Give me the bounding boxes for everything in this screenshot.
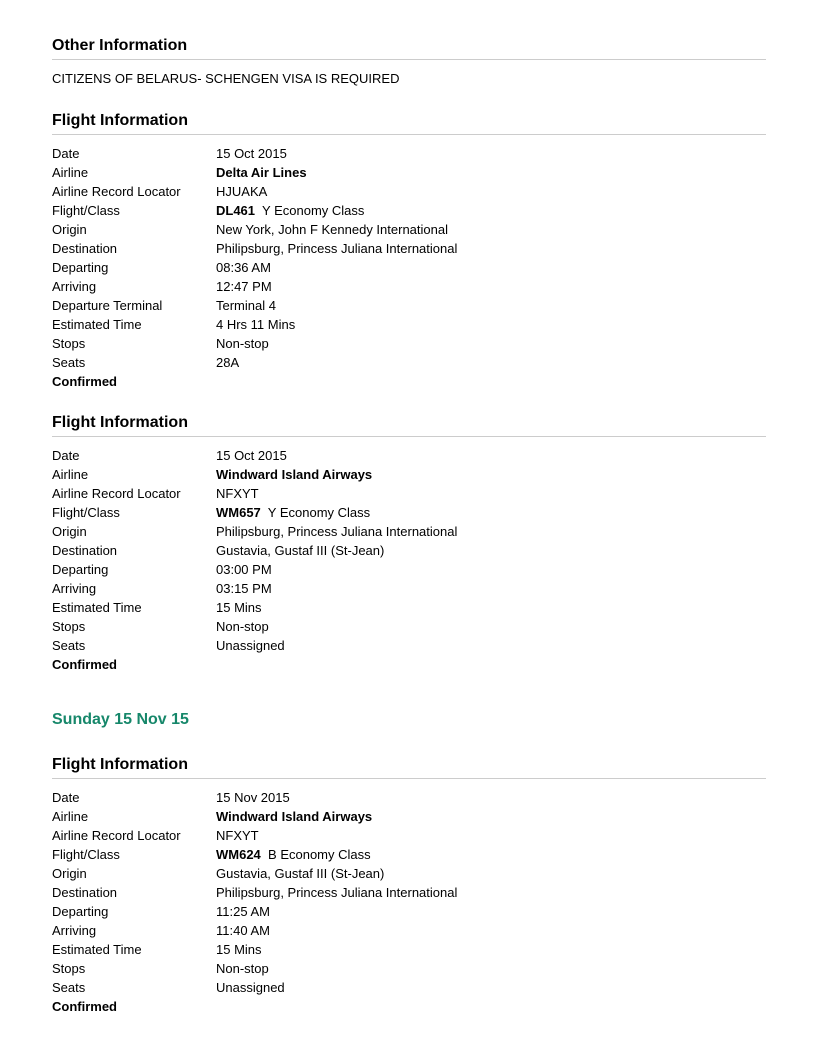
value-stops: Non-stop (216, 619, 269, 634)
row-arriving (52, 921, 766, 940)
row-record-locator (52, 484, 766, 503)
value-departure-terminal: Terminal 4 (216, 298, 276, 313)
label-airline: Airline (52, 809, 89, 824)
label-flight-class: Flight/Class (52, 847, 120, 862)
label-seats: Seats (52, 355, 86, 370)
row-stops (52, 334, 766, 353)
row-date (52, 446, 766, 465)
value-estimated-time: 15 Mins (216, 942, 262, 957)
row-destination (52, 239, 766, 258)
label-date: Date (52, 146, 80, 161)
status-confirmed: Confirmed (52, 374, 117, 389)
label-arriving: Arriving (52, 279, 97, 294)
row-flight-class (52, 845, 766, 864)
flight-information-section-2 (52, 413, 766, 674)
row-arriving (52, 277, 766, 296)
value-record-locator: NFXYT (216, 828, 259, 843)
value-seats: 28A (216, 355, 240, 370)
value-airline: Delta Air Lines (216, 165, 307, 180)
value-date: 15 Nov 2015 (216, 790, 290, 805)
row-destination (52, 541, 766, 560)
flight-details-table (52, 144, 766, 391)
value-stops: Non-stop (216, 961, 269, 976)
value-date: 15 Oct 2015 (216, 146, 287, 161)
value-origin: Gustavia, Gustaf III (St-Jean) (216, 866, 385, 881)
label-seats: Seats (52, 980, 86, 995)
row-date (52, 144, 766, 163)
row-airline (52, 163, 766, 182)
row-airline (52, 465, 766, 484)
value-destination: Philipsburg, Princess Juliana International (216, 241, 458, 256)
value-airline: Windward Island Airways (216, 467, 373, 482)
label-date: Date (52, 448, 80, 463)
row-stops (52, 959, 766, 978)
label-departure-terminal: Departure Terminal (52, 298, 163, 313)
label-record-locator: Airline Record Locator (52, 828, 181, 843)
label-departing: Departing (52, 260, 109, 275)
row-flight-class (52, 503, 766, 522)
row-estimated-time (52, 598, 766, 617)
value-departing: 11:25 AM (216, 904, 270, 919)
value-arriving: 03:15 PM (216, 581, 272, 596)
label-origin: Origin (52, 524, 87, 539)
status-confirmed: Confirmed (52, 657, 117, 672)
row-departing (52, 560, 766, 579)
label-origin: Origin (52, 866, 87, 881)
value-seats: Unassigned (216, 980, 285, 995)
row-departing (52, 902, 766, 921)
label-destination: Destination (52, 885, 118, 900)
row-stops (52, 617, 766, 636)
row-flight-class (52, 201, 766, 220)
value-departing: 08:36 AM (216, 260, 271, 275)
row-record-locator (52, 826, 766, 845)
label-stops: Stops (52, 336, 86, 351)
flight-details-table (52, 788, 766, 1016)
label-seats: Seats (52, 638, 86, 653)
label-departing: Departing (52, 904, 109, 919)
section-title: Other Information (52, 36, 766, 60)
value-origin: Philipsburg, Princess Juliana International (216, 524, 458, 539)
row-departing (52, 258, 766, 277)
value-arriving: 11:40 AM (216, 923, 270, 938)
label-airline: Airline (52, 165, 89, 180)
row-destination (52, 883, 766, 902)
label-destination: Destination (52, 543, 118, 558)
visa-notice: CITIZENS OF BELARUS- SCHENGEN VISA IS REQUIRED (52, 71, 400, 86)
status-confirmed: Confirmed (52, 999, 117, 1014)
row-date (52, 788, 766, 807)
label-date: Date (52, 790, 80, 805)
label-departing: Departing (52, 562, 109, 577)
value-record-locator: NFXYT (216, 486, 259, 501)
value-record-locator: HJUAKA (216, 184, 268, 199)
value-estimated-time: 15 Mins (216, 600, 262, 615)
label-origin: Origin (52, 222, 87, 237)
flight-details-table (52, 446, 766, 674)
row-seats (52, 353, 766, 372)
row-origin (52, 220, 766, 239)
row-estimated-time (52, 315, 766, 334)
value-flight-number: WM624 (216, 847, 261, 862)
value-flight-number: DL461 (216, 203, 256, 218)
value-class: Y Economy Class (267, 505, 371, 520)
label-record-locator: Airline Record Locator (52, 486, 181, 501)
label-stops: Stops (52, 619, 86, 634)
row-origin (52, 522, 766, 541)
section-title: Flight Information (52, 413, 766, 437)
label-estimated-time: Estimated Time (52, 942, 142, 957)
value-estimated-time: 4 Hrs 11 Mins (216, 317, 296, 332)
row-seats (52, 636, 766, 655)
label-flight-class: Flight/Class (52, 505, 120, 520)
label-stops: Stops (52, 961, 86, 976)
label-estimated-time: Estimated Time (52, 600, 142, 615)
label-destination: Destination (52, 241, 118, 256)
flight-information-section-1 (52, 111, 766, 391)
label-estimated-time: Estimated Time (52, 317, 142, 332)
row-origin (52, 864, 766, 883)
label-flight-class: Flight/Class (52, 203, 120, 218)
section-title: Flight Information (52, 111, 766, 135)
value-date: 15 Oct 2015 (216, 448, 287, 463)
value-departing: 03:00 PM (216, 562, 272, 577)
row-airline (52, 807, 766, 826)
value-seats: Unassigned (216, 638, 285, 653)
label-arriving: Arriving (52, 581, 97, 596)
row-seats (52, 978, 766, 997)
label-arriving: Arriving (52, 923, 97, 938)
value-arriving: 12:47 PM (216, 279, 272, 294)
value-stops: Non-stop (216, 336, 269, 351)
row-departure-terminal (52, 296, 766, 315)
value-class: Y Economy Class (262, 203, 365, 218)
value-class: B Economy Class (268, 847, 371, 862)
value-destination: Philipsburg, Princess Juliana International (216, 885, 458, 900)
row-record-locator (52, 182, 766, 201)
day-header-section (52, 710, 766, 730)
other-information-section (52, 36, 766, 88)
row-arriving (52, 579, 766, 598)
value-flight-number: WM657 (216, 505, 261, 520)
value-origin: New York, John F Kennedy International (216, 222, 448, 237)
flight-information-section-3 (52, 755, 766, 1016)
value-airline: Windward Island Airways (216, 809, 373, 824)
section-title: Flight Information (52, 755, 766, 779)
label-record-locator: Airline Record Locator (52, 184, 181, 199)
label-airline: Airline (52, 467, 89, 482)
value-destination: Gustavia, Gustaf III (St-Jean) (216, 543, 385, 558)
day-header: Sunday 15 Nov 15 (52, 711, 189, 728)
row-estimated-time (52, 940, 766, 959)
